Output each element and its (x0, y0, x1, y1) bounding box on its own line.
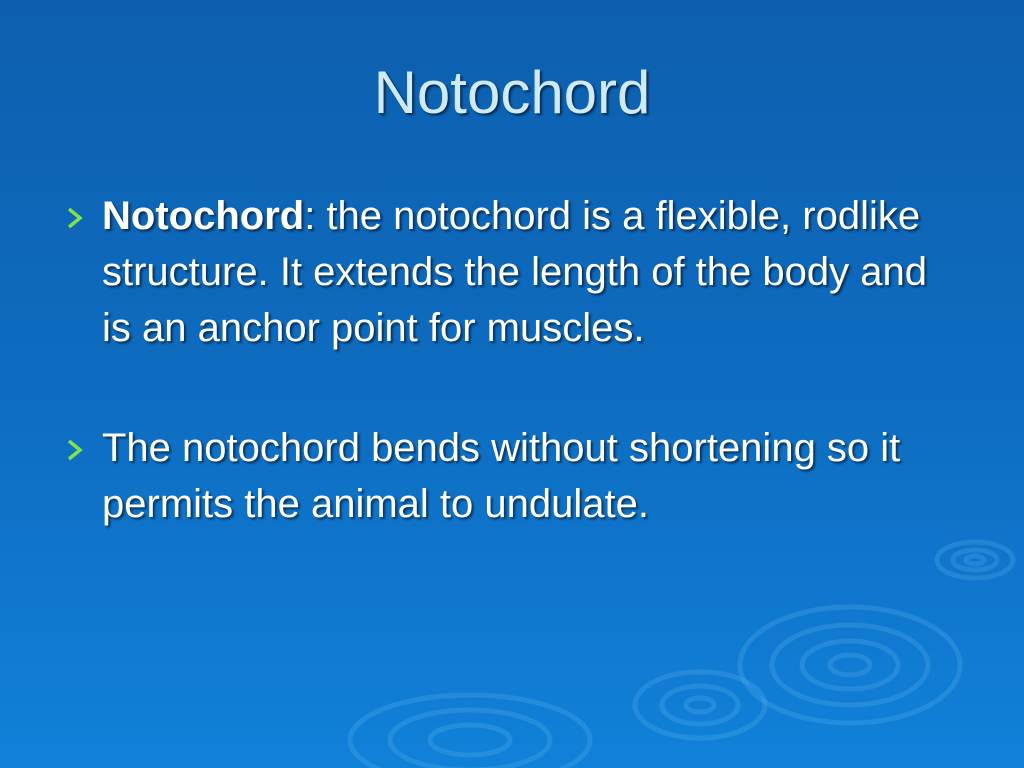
slide-title: Notochord (373, 59, 651, 126)
bullet-item (62, 420, 942, 532)
bullet-text: The notochord bends without shortening so it permits the animal to undulate. (102, 426, 901, 526)
bullet-term: Notochord (102, 194, 305, 238)
bullet-text: : the notochord is a flexible, rodlike structure. It extends the length of the body and is an anchor point for muscles. (102, 194, 927, 350)
bullet-list (62, 188, 942, 532)
bullet-item (62, 188, 942, 356)
arrow-chevron-icon (64, 438, 88, 462)
arrow-chevron-icon (64, 206, 88, 230)
